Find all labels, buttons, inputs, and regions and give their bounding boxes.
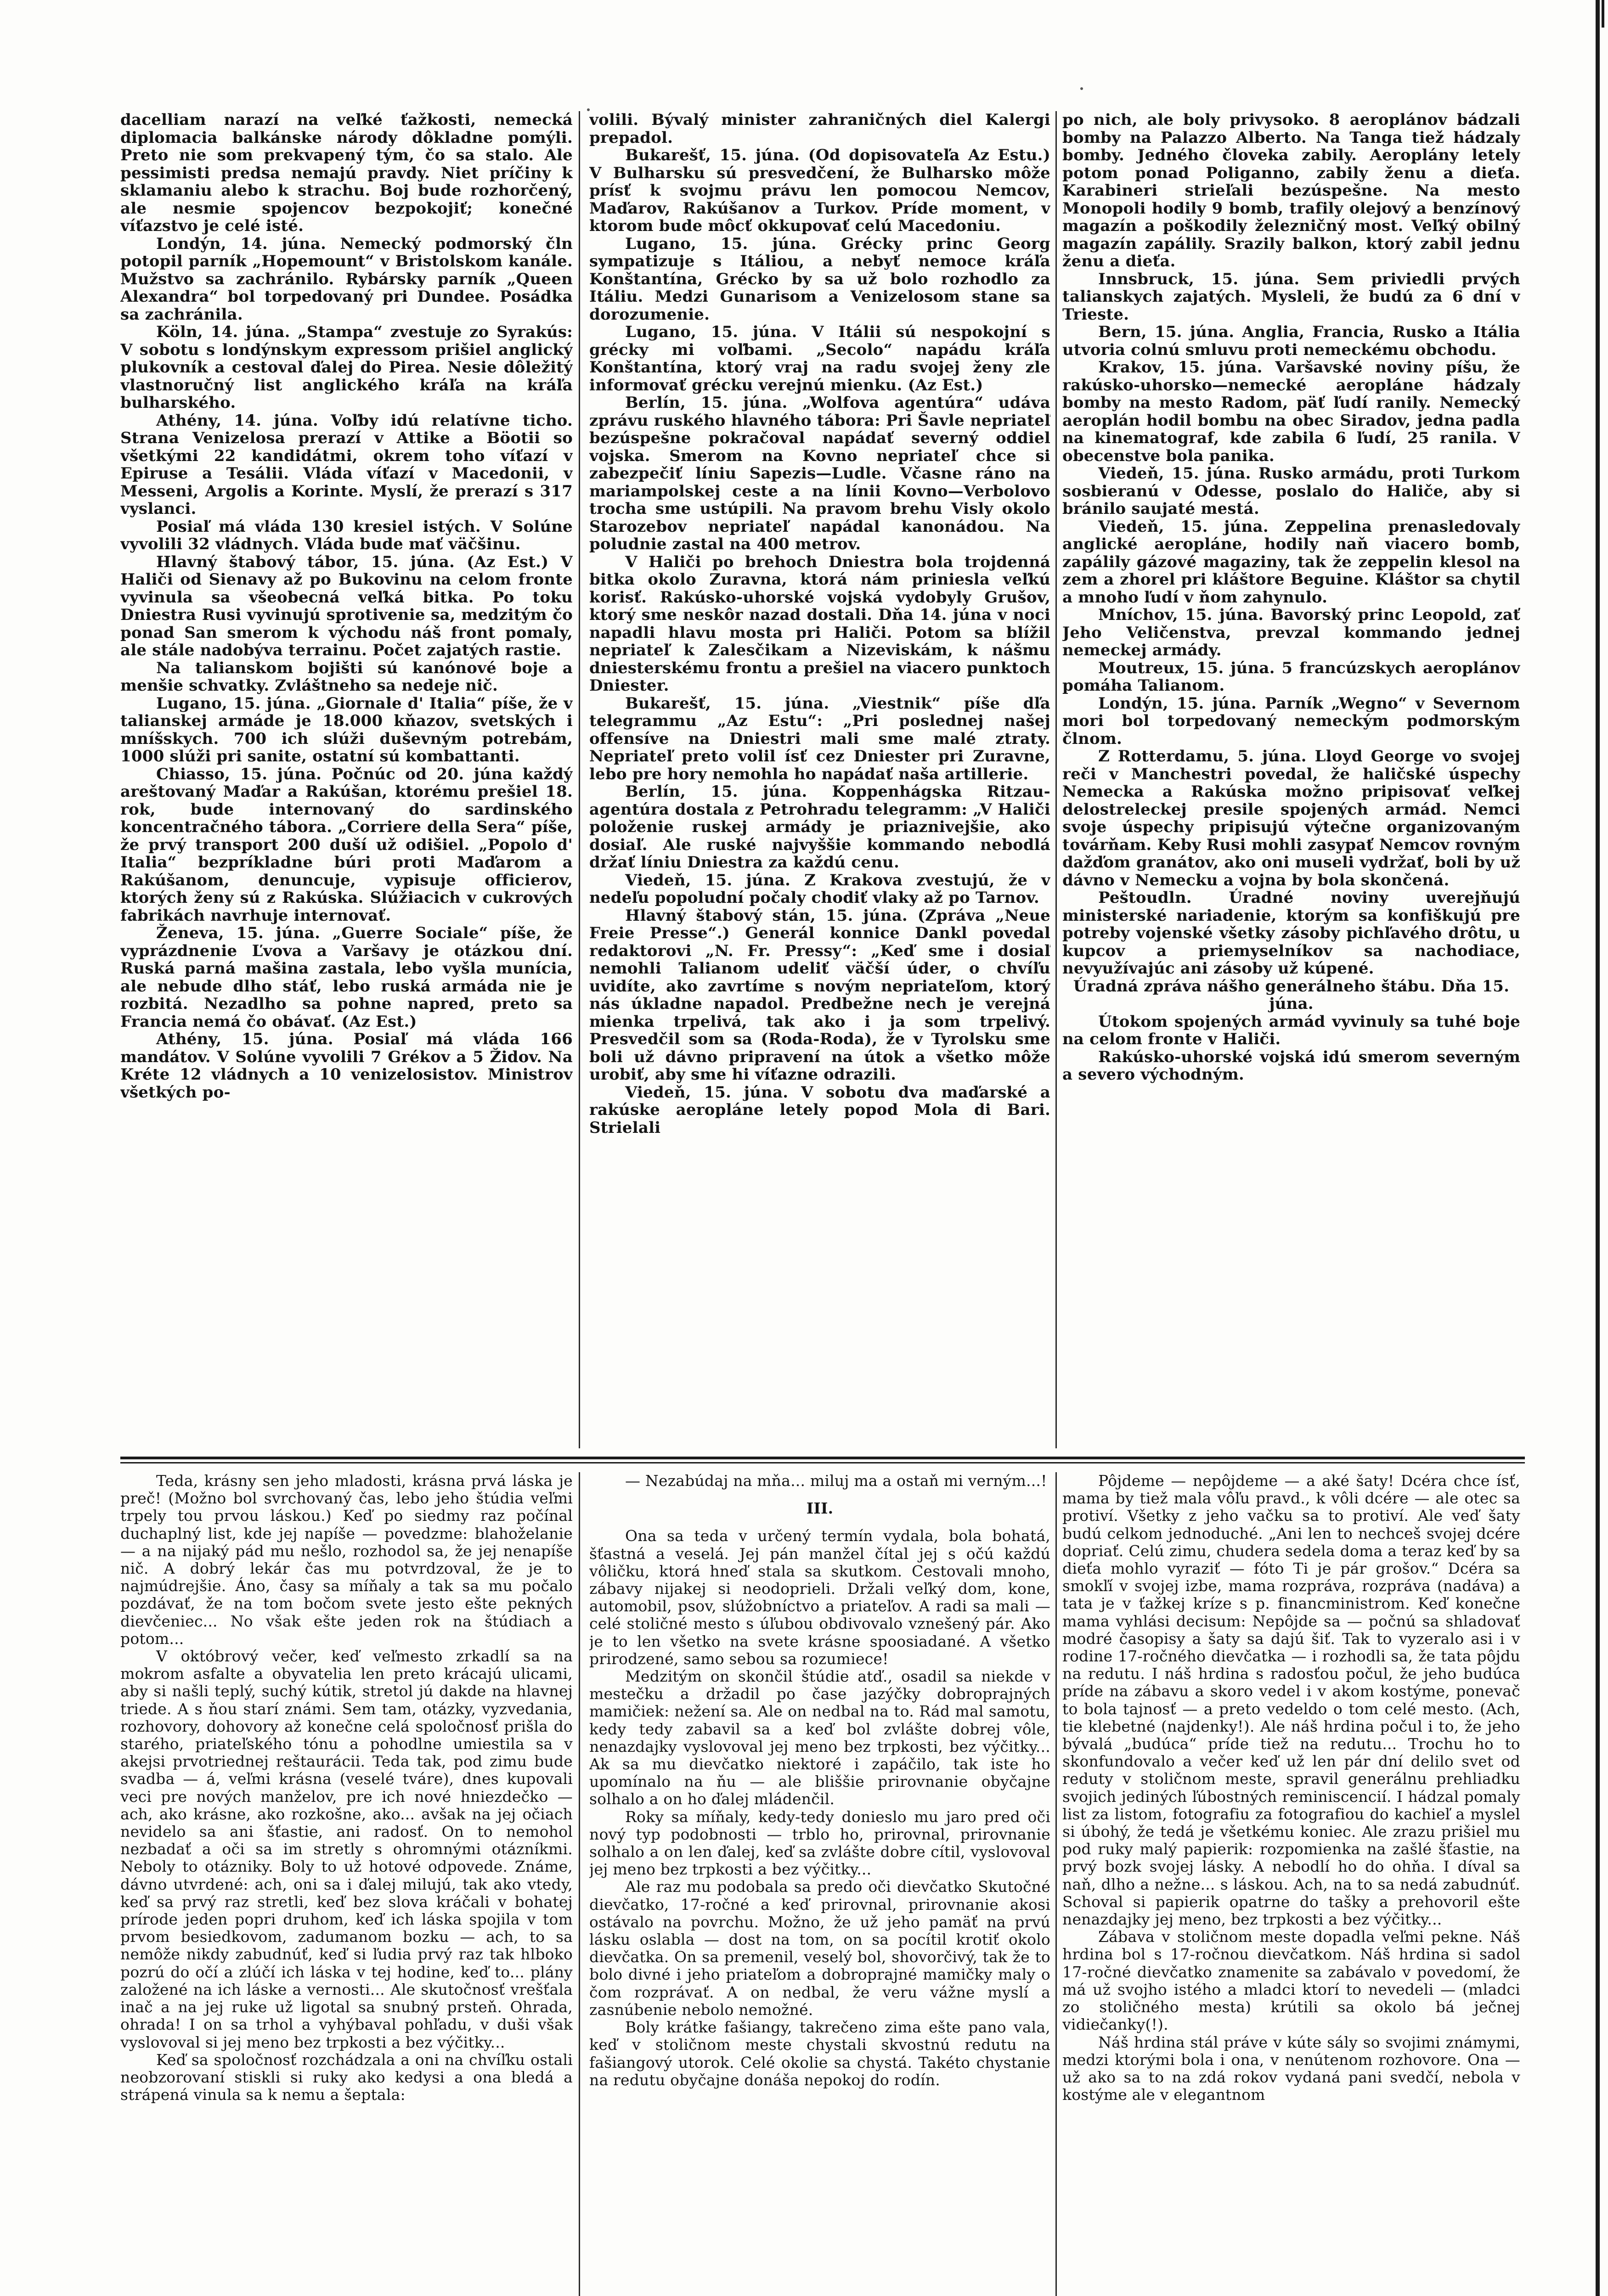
paragraph: Bukarešť, 15. júna. (Od dopisovateľa Az Estu.) V Bulharsku sú presvedčení, že Bulharsko môže prísť k svojmu právu len pomocou Nemcov, Maďarov, Rakúšanov a Turkov. Príde moment, v ktorom bude môcť okkupovať celú Macedoniu. [589, 146, 1050, 235]
paragraph: dacelliam narazí na veľké ťažkosti, nemecká diplomacia balkánske národy dôkladne pomýli. Preto nie som prekvapený tým, čo sa stalo. Ale pessimisti predsa nemajú pravdy. Niet príčiny k sklamaniu alebo k strachu. Boj bude rozhorčený, ale nesmie spojencov bezpokojiť; konečné víťazstvo je celé isté. [120, 111, 573, 235]
paragraph: Rakúsko-uhorské vojská idú smerom severným a severo východným. [1062, 1047, 1520, 1084]
paragraph: Ale raz mu podobala sa predo oči dievčatko Skutočné dievčatko, 17-ročné a keď prirovnal, prirovnanie akosi ostávalo na povrchu. Možno, že už jeho pamäť na prvú lásku oslabla — dost na tom, on sa pocítil krotiť okolo dievčatka. On sa premenil, veselý bol, shovorčivý, tak že to bolo divné i jeho priateľom a dobroprajné mamičky maly o čom rozprávať. A on nedbal, že veru vážne myslí a zasnúbenie nebolo nemožné. [589, 1878, 1050, 2019]
paragraph: Viedeň, 15. júna. Z Krakova zvestujú, že v nedeľu popoludní počaly chodiť vlaky až po Tarnov. [589, 871, 1050, 907]
news-column-1 [120, 111, 573, 1448]
paragraph: Viedeň, 15. júna. Rusko armádu, proti Turkom sosbieranú v Odesse, poslalo do Haliče, aby si bránilo saujaté mestá. [1062, 464, 1520, 518]
feuilleton-column-3 [1062, 1472, 1520, 2296]
paragraph: Ženeva, 15. júna. „Guerre Sociale“ píše, že vyprázdnenie Ľvova a Varšavy je otázkou dní. Ruská parná mašina zastala, lebo vyšla munícia, ale nebude dlho stáť, lebo ruská armáda nie je rozbitá. Nezadlho sa pohne napred, preto sa Francia nemá čo obávať. (Az Est.) [120, 924, 573, 1031]
paragraph: Boly krátke fašiangy, takrečeno zima ešte pano vala, keď v stoličnom meste chystali skvostnú redutu na fašiangový utorok. Celé okolie sa chystá. Takéto chystanie na redutu obyčajne donáša nepokoj do rodín. [589, 2018, 1050, 2089]
paragraph: Moutreux, 15. júna. 5 francúzskych aeroplánov pomáha Talianom. [1062, 658, 1520, 695]
feuilleton-column-1 [120, 1472, 573, 2296]
paragraph: Lugano, 15. júna. Grécky princ Georg sympatizuje s Itáliou, a nebyť nemoce kráľa Konštantína, Grécko by sa už bolo rozhodlo za Itáliu. Medzi Gunarisom a Venizelosom stane sa dorozumenie. [589, 234, 1050, 324]
paragraph: Athény, 15. júna. Posiaľ má vláda 166 mandátov. V Solúne vyvolili 7 Grékov a 5 Židov. Na Kréte 12 vládnych a 10 venizelosistov. Ministrov všetkých po- [120, 1030, 573, 1102]
paragraph: Hlavný štabový tábor, 15. júna. (Az Est.) V Haliči od Sienavy až po Bukovinu na celom fronte vyvinula sa všeobecná veľká bitka. Po toku Dniestra Rusi vyvinujú sprotivenie sa, medzitým čo ponad San smerom k východu náš front pomaly, ale stále nadobýva terrainu. Počet zajatých rastie. [120, 552, 573, 659]
paragraph: Na talianskom bojišti sú kanónové boje a menšie schvatky. Zvláštneho sa nedeje nič. [120, 658, 573, 695]
paragraph: V októbrový večer, keď veľmesto zrkadlí sa na mokrom asfalte a obyvatelia len preto krácajú ulicami, aby si našli teplý, suchý kútik, stretol jú dakde na hlavnej triede. A s ňou starí známi. Sem tam, otázky, vyzvedania, rozhovory, dohovory až konečne celá spoločnosť prišla do starého, priateľského tónu a pohodlne umiestila sa v akejsi prvotriednej reštaurácii. Teda tak, pod zimu bude svadba — á, veľmi krásna (veselé tváre), dnes kupovali veci pre nových manželov, pre ich nové hniezdečko — ach, ako krásne, ako rozkošne, ako... avšak na jej očiach nevidelo sa ani šťastie, ani radosť. On to nemohol nezbadať a oči sa im stretly s ohromnými otázníkmi. Neboly to otázniky. Boly to už hotové odpovede. Známe, dávno utvrdené: ach, oni sa i ďalej milujú, tak ako vtedy, keď sa prvý raz stretli, keď bez slova kráčali v bohatej prírode jeden popri druhom, keď ich láska spojila v tom prvom besiedkovom, zadumanom bozku — ach, to sa nemôže nikdy zabudnúť, keď si ľudia prvý raz tak hlboko pozrú do očí a zlúčí ich láska v tej hodine, keď to... plány založené na ich láske a vernosti... Ale skutočnosť vrešťala inač a na jej ruke už ligotal sa snubný prsteň. Ohrada, ohrada! I on sa trhol a vyhýbaval pohľadu, v duši však vyslovoval si jej meno bez trpkosti a bez výčitky... [120, 1647, 573, 2051]
paragraph: Pôjdeme — nepôjdeme — a aké šaty! Dcéra chce ísť, mama by tiež mala vôľu pravd., k vôli dcére — ale otec sa protiví. Všetky z jeho vačku sa to protiví. Ale veď šaty budú celkom jednoduché. „Ani len to nechceš svojej dcére dopriať. Celú zimu, chudera sedela doma a teraz keď by sa dieťa mohlo vyraziť — fóto Ti je pár grošov.“ Dcéra sa smokľí v svojej izbe, mama rozpráva, rozpráva (nadáva) a tata je v ťažkej kríze s p. financministrom. Keď konečne mama vyhlási decisum: Nepôjde sa — počnú sa shladovať modré časopisy a šaty sa dajú šiť. Tak to vyzeralo asi i v rodine 17-ročného dievčatka — i rozhodli sa, že tata pôjdu na redutu. I náš hrdina s radosťou počul, že jeho budúca príde na zábavu a skoro vedel i v akom kostýme, ponevač to bola tajnosť — a preto vedeldo o tom celé mesto. (Ach, tie klebetné (najdenky!). Ale náš hrdina počul i to, že jeho bývalá „budúca“ príde tiež na redutu... Trochu ho to skonfundovalo a večer keď už len pár dní delilo svet od reduty v stoličnom meste, spravil generálnu prehliadku svojich jediných ľúbostných reminiscencií. I hádzal pomaly list za listom, fotografiu za fotografiou do kachieľ a myslel si úbohý, že tedá je všetkému koniec. Ale zrazu prišiel mu pod ruky malý papierik: rozpomienka na zašlé šťastie, na prvý bozk svojej lásky. A nebodlí ho do ohňa. I díval sa naň, dlho a nežne... s láskou. Ach, na to sa nedá zabudnúť. Schoval si papierik opatrne do tašky a prehovoril ešte nenazdajky jej meno, bez trpkosti a bez výčitky... [1062, 1472, 1520, 1929]
news-column-2 [589, 111, 1050, 1448]
paragraph: Köln, 14. júna. „Stampa“ zvestuje zo Syrakús: V sobotu s londýnskym expressom prišiel anglický plukovník a cestoval ďalej do Pirea. Nesie dôležitý vlastnoručný list anglického kráľa na kráľa bulharského. [120, 323, 573, 412]
paragraph: volili. Bývalý minister zahraničných diel Kalergi prepadol. [589, 111, 1050, 147]
paragraph: Lugano, 15. júna. „Giornale d' Italia“ píše, že v talianskej armáde je 18.000 kňazov, svetských i mníšskych. 700 ich slúži duševným potrebám, 1000 slúži pri sanite, ostatní sú kombattanti. [120, 694, 573, 765]
section-divider [120, 1457, 1525, 1459]
paragraph: Krakov, 15. júna. Varšavské noviny píšu, že rakúsko-uhorsko—nemecké aeropláne hádzaly bomby na mesto Radom, päť ľudí ranily. Nemecký aeroplán hodil bombu na obec Siradov, jedna padla na kinematograf, kde zabila 6 ľudí, 25 ranila. V obecenstve bola panika. [1062, 358, 1520, 465]
paragraph: Innsbruck, 15. júna. Sem priviedli prvých talianskych zajatých. Mysleli, že budú za 6 dní v Trieste. [1062, 270, 1520, 324]
paragraph: Peštoudln. Úradné noviny uverejňujú ministerské nariadenie, ktorým sa konfiškujú pre potreby vojenské všetky zásoby pichľavého drôtu, u kupcov a priemyselníkov sa nachodiace, nevyužívajúc ani zásoby už kúpené. [1062, 889, 1520, 978]
paragraph: — Nezabúdaj na mňa... miluj ma a ostaň mi verným...! [625, 1472, 1047, 1490]
scan-edge-mark [1602, 0, 1604, 28]
paragraph: V Haliči po brehoch Dniestra bola trojdenná bitka okolo Zuravna, ktorá nám priniesla veľkú korisť. Rakúsko-uhorské vojská vydobyly Grušov, ktorý sme neskôr nazad dostali. Dňa 14. júna v noci napadli hlavu mosta pri Haliči. Potom sa blížil nepriateľ k Zalesčikam a Nizeviskám, k nášmu dniesterskému frontu a prešiel na viacero punktoch Dniester. [589, 552, 1050, 695]
column-rule [1055, 1472, 1057, 2296]
paragraph: Posiaľ má vláda 130 kresiel istých. V Solúne vyvolili 32 vládnych. Vláda bude mať väčšinu. [120, 517, 573, 553]
paragraph: Medzitým on skončil štúdie atď., osadil sa niekde v mestečku a držadil po čase jazýčky dobroprajných mamičiek: nežení sa. Ale on nedbal na to. Rád mal samotu, kedy tedy zabavil sa a keď bol zvlášte dobrej vôle, nenazdajky vyslovoval jej meno bez trpkosti, bez výčitky... Ak sa mu dievčatko niektoré i zapáčilo, tak iste ho upomínalo na ňu — ale bliššie prirovnanie obyčajne solhalo a on ho ďalej mládenčil. [589, 1667, 1050, 1808]
paragraph: Lugano, 15. júna. V Itálii sú nespokojní s grécky mi voľbami. „Secolo“ napádu kráľa Konštantína, ktorý vraj na radu svojej ženy zle informovať grécku verejnú mienku. (Az Est.) [589, 323, 1050, 394]
section-heading: III. [806, 1499, 834, 1518]
paragraph: Chiasso, 15. júna. Počnúc od 20. júna každý areštovaný Maďar a Rakúšan, ktorému prešiel 18. rok, bude internovaný do sardinského koncentračného tábora. „Corriere della Sera“ píše, že prvý transport 200 duší už odišiel. „Popolo d' Italia“ bezpríkladne búri proti Maďarom a Rakúšanom, denuncuje, vypisuje officierov, ktorých ženy sú z Rakúska. Slúžiacich v cukrových fabrikách navrhuje internovať. [120, 765, 573, 925]
paragraph: Ona sa teda v určený termín vydala, bola bohatá, šťastná a veselá. Jej pán manžel čítal jej s očú každú vôličku, ktorá hneď stala sa skutkom. Cestovali mnoho, zábavy nijakej si neodoprieli. Držali veľký dom, kone, automobil, psov, slúžobníctvo a priateľov. A radi sa mali — celé stoličné mesto s úľubou obdivovalo vznešený pár. Ako je to len všetko na svete krásne spoosiadané. A všetko prirodzené, samo sebou sa rozumiece! [589, 1527, 1050, 1668]
paragraph: po nich, ale boly privysoko. 8 aeroplánov bádzali bomby na Palazzo Alberto. Na Tanga tiež hádzaly bomby. Jedného človeka zabily. Aeroplány letely potom ponad Poliganno, zabily ženu a dieťa. Karabineri strieľali bezúspešne. Na mesto Monopoli hodily 9 bomb, trafily olejový a benzínový magazín a poškodily železničný most. Veľký obilný magazín zapálily. Srazily balkon, ktorý zabil jednu ženu a dieťa. [1062, 111, 1520, 270]
paragraph: Zábava v stoličnom meste dopadla veľmi pekne. Náš hrdina bol s 17-ročnou dievčatkom. Náš hrdina si sadol 17-ročné dievčatko znamenite sa zabávalo v povedomí, že má už svojho istého a mladci ktorí to nevedeli — (mladci zo stoličného mesta) krútili sa okolo bá ječnej vidiečanky(!). [1062, 1928, 1520, 2034]
paragraph: Úradná zpráva nášho generálneho štábu. Dňa 15. júna. [1073, 977, 1510, 1013]
feuilleton-column-2 [589, 1472, 1050, 2296]
paragraph: Viedeň, 15. júna. V sobotu dva maďarské a rakúske aeropláne letely popod Mola di Bari. Strielali [589, 1083, 1050, 1137]
paragraph: Bukarešť, 15. júna. „Viestnik“ píše dľa telegrammu „Az Estu“: „Pri poslednej našej offensíve na Dniestri mali sme malé ztraty. Nepriateľ preto volil ísť cez Dniester pri Zuravne, lebo pre hory nemohla ho napádať naša artillerie. [589, 694, 1050, 783]
paragraph: Hlavný štabový stán, 15. júna. (Zpráva „Neue Freie Presse“.) Generál konnice Dankl povedal redaktorovi „N. Fr. Pressy“: „Keď sme i dosiaľ nemohli Talianom udeliť väčší úder, o chvíľu uvidíte, ako zavrtíme s novým nepriateľom, ktorý nás úkladne napadol. Predbežne nech je verejná mienka trpelivá, tak ako i ja som trpelivý. Presvedčil som sa (Roda-Roda), že v Tyrolsku sme boli už dávno pripravení na útok a všetko môže urobiť, aby sme hi víťazne odrazili. [589, 906, 1050, 1084]
column-rule [1055, 111, 1057, 1448]
news-column-3 [1062, 111, 1520, 1448]
paragraph: Athény, 14. júna. Voľby idú relatívne ticho. Strana Venizelosa prerazí v Attike a Böotii so všetkými 22 kandidátmi, okrem toho víťazí v Epiruse a Tesálii. Vláda víťazí v Macedonii, v Messeni, Argolis a Korinte. Myslí, že prerazí s 317 vyslanci. [120, 411, 573, 518]
paragraph: Roky sa míňaly, kedy-tedy donieslo mu jaro pred oči nový typ podobnosti — trblo ho, prirovnal, prirovnanie solhalo a on len ďalej, keď sa zvlášte dobre cítil, vyslovoval jej meno bez trpkosti a bez výčitky... [589, 1807, 1050, 1879]
scan-edge-line [1596, 0, 1600, 2296]
print-speck [1080, 87, 1083, 90]
paragraph: Mníchov, 15. júna. Bavorský princ Leopold, zať Jeho Veličenstva, prevzal kommando jednej nemeckej armády. [1062, 606, 1520, 659]
paragraph: Z Rotterdamu, 5. júna. Lloyd George vo svojej reči v Manchestri povedal, že haličské úspechy Nemecka a Rakúska možno pripisovať veľkej delostreleckej presile spojených armád. Nemci svoje úspechy pripisujú výtečne organizovaným továrňam. Keby Rusi mohli zasypať Nemcov rovným dažďom granátov, ako oni museli vydržať, boli by už dávno v Nemecku a vojna by bola skončená. [1062, 747, 1520, 889]
column-rule [579, 111, 580, 1448]
paragraph: Teda, krásny sen jeho mladosti, krásna prvá láska je preč! (Možno bol svrchovaný čas, lebo jeho štúdia veľmi trpely tou prvou láskou.) Keď po siedmy raz počínal duchaplný list, kde jej napíše — povedzme: blahoželanie — a na nijaký pád mu nešlo, rozhodol sa, že jej nenapíše nič. A dobrý lekár čas mu potvrdzoval, že je to najmúdrejšie. Áno, časy sa míňaly a tak sa mu počalo pozdávať, že na tom bočom svete jesto ešte pekných dievčeniec... No však ešte jeden rok na štúdiach a potom... [120, 1472, 573, 1648]
paragraph: Útokom spojených armád vyvinuly sa tuhé boje na celom fronte v Haliči. [1062, 1012, 1520, 1048]
paragraph: Náš hrdina stál práve v kúte sály so svojimi známymi, medzi ktorými bola i ona, v nenútenom rozhovore. Ona — už ako sa to na zdá rokov vydaná pani svedčí, nebola v kostýme ale v elegantnom [1062, 2033, 1520, 2104]
paragraph: Viedeň, 15. júna. Zeppelina prenasledovaly anglické aeropláne, hodily naň viacero bomb, zapálily gázové magaziny, tak že zeppelin klesol na zem a zhorel pri kláštore Beguine. Kláštor sa chytil a mnoho ľudí v ňom zahynulo. [1062, 517, 1520, 607]
paragraph: Keď sa spoločnosť rozchádzala a oni na chvíľku ostali neobzorovaní stiskli si ruky ako kedysi a ona bledá a strápená vinula sa k nemu a šeptala: [120, 2050, 573, 2104]
paragraph: Londýn, 14. júna. Nemecký podmorský čln potopil parník „Hopemount“ v Bristolskom kanále. Mužstvo sa zachránilo. Rybársky parník „Queen Alexandra“ bol torpedovaný pri Dundee. Posádka sa zachránila. [120, 234, 573, 324]
section-divider [120, 1462, 1525, 1463]
paragraph: Bern, 15. júna. Anglia, Francia, Rusko a Itália utvoria colnú smluvu proti nemeckému obchodu. [1062, 323, 1520, 359]
paragraph: Berlín, 15. júna. „Wolfova agentúra“ udáva zprávu ruského hlavného tábora: Pri Šavle nepriateľ bezúspešne pokračoval napádať severný oddiel vojska. Smerom na Kovno nepriateľ chce si zabezpečiť líniu Sapezis—Ludle. Včasne ráno na mariampolskej ceste a na línii Kovno—Verbolovo trocha sme ustúpili. Na pravom brehu Visly okolo Starozebov nepriateľ napádal kanonádou. Na poludnie zastal na 400 metrov. [589, 394, 1050, 553]
paragraph: Londýn, 15. júna. Parník „Wegno“ v Severnom mori bol torpedovaný nemeckým podmorským člnom. [1062, 694, 1520, 748]
column-rule [579, 1472, 580, 2296]
paragraph: Berlín, 15. júna. Koppenhágska Ritzau-agentúra dostala z Petrohradu telegramm: „V Haliči položenie ruskej armády je priaznivejšie, ako dosiaľ. Ale ruské najvyššie kommando nebodlá držať líniu Dniestra za každú cenu. [589, 782, 1050, 872]
